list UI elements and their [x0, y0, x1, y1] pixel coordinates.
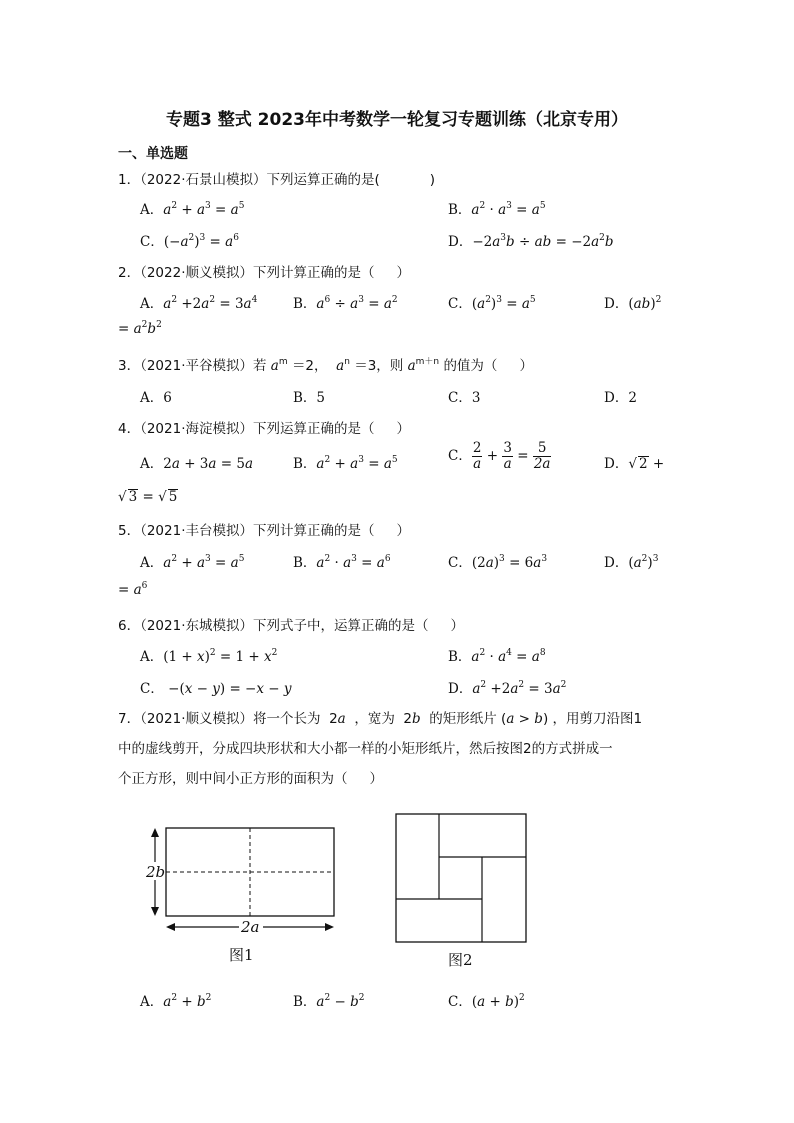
- q2-option-b: B．$a^6 \div a^3 = a^2$: [293, 295, 398, 312]
- q5-option-d: D．$(a^2)^3$: [604, 554, 659, 571]
- q3-option-c: C．3: [448, 390, 481, 406]
- q7-option-a: A．$a^2 + b^2$: [140, 993, 212, 1010]
- figure-1-caption: 图1: [229, 946, 254, 964]
- q3-option-d: D．2: [604, 390, 637, 406]
- q6-option-c: C． −(x − y) = −x − y: [140, 681, 292, 697]
- q4-option-d-cont: √ 3 = √ 5: [118, 489, 178, 505]
- question-6: 6．（2021·东城模拟）下列式子中，运算正确的是（ ）: [118, 618, 464, 634]
- q4-option-c: C． $\frac{2}{a}$ + $\frac{3}{a}$ = $\frac{5}{2a}$: [448, 440, 551, 472]
- q2-option-d: D．(ab)$^2$: [604, 295, 662, 312]
- q4-option-b: B．$a^2 + a^3 = a^5$: [293, 455, 398, 472]
- question-5: 5．（2021·丰台模拟）下列计算正确的是（ ）: [118, 523, 410, 539]
- q5-option-d-cont: = $a^6$: [118, 581, 148, 598]
- q2-option-c: C．$(a^2)^3 = a^5$: [448, 295, 536, 312]
- q7-option-c: C．$(a + b)^2$: [448, 993, 525, 1010]
- question-3: 3．（2021·平谷模拟）若 $a^m =2$， $a^n =3$，则 $a^{m+n}$ 的值为（ ）: [118, 357, 533, 374]
- q4-option-d: D．√ 2 +: [604, 456, 665, 472]
- q3-option-b: B．5: [293, 390, 326, 406]
- q4-option-a: A．2a + 3a = 5a: [140, 456, 253, 472]
- q5-option-c: C．$(2a)^3 = 6a^3$: [448, 554, 548, 571]
- figure-2-caption: 图2: [448, 951, 473, 969]
- q6-option-a: A．$(1 + x)^2 = 1 + x^2$: [140, 648, 278, 665]
- question-4: 4．（2021·海淀模拟）下列运算正确的是（ ）: [118, 421, 410, 437]
- q3-option-a: A．6: [140, 390, 172, 406]
- q2-option-d-cont: = $a^2b^2$: [118, 320, 162, 337]
- q6-option-b: B．$a^2 \cdot a^4 = a^8$: [448, 648, 546, 665]
- section-heading: 一、单选题: [118, 146, 188, 162]
- page-title: 专题3 整式 2023年中考数学一轮复习专题训练（北京专用）: [166, 110, 628, 130]
- question-7: 7．（2021·顺义模拟）将一个长为 2a ，宽为 2b 的矩形纸片 (a > b) ，用剪刀沿图1: [118, 711, 643, 727]
- q1-option-b: B．$a^2 \cdot a^3 = a^5$: [448, 201, 546, 218]
- figure-1-width-label: 2a: [241, 918, 260, 936]
- q7-option-b: B．$a^2 - b^2$: [293, 993, 365, 1010]
- q6-option-d: D．$a^2 +2a^2 = 3a^2$: [448, 680, 567, 697]
- q1-option-a: A．$a^2 + a^3 = a^5$: [140, 201, 245, 218]
- question-2: 2．（2022·顺义模拟）下列计算正确的是（ ）: [118, 265, 410, 281]
- question-7-line2: 中的虚线剪开，分成四块形状和大小都一样的小矩形纸片，然后按图2的方式拼成一: [118, 741, 613, 757]
- q5-option-b: B．$a^2 \cdot a^3 = a^6$: [293, 554, 391, 571]
- q2-option-a: A．$a^2 +2a^2 = 3a^4$: [140, 295, 258, 312]
- figure-1-height-label: 2b: [146, 863, 166, 881]
- q1-option-d: D．$-2a^3b$ ÷ ab = $-2a^2b$: [448, 233, 614, 250]
- q1-option-c: C．$(-a^2)^3 = a^6$: [140, 233, 239, 250]
- figure-1: [140, 810, 360, 960]
- question-1: 1．（2022·石景山模拟）下列运算正确的是( ): [118, 172, 436, 188]
- figure-2: [392, 810, 532, 950]
- q5-option-a: A．$a^2 + a^3 = a^5$: [140, 554, 245, 571]
- question-7-line3: 个正方形，则中间小正方形的面积为（ ）: [118, 771, 383, 787]
